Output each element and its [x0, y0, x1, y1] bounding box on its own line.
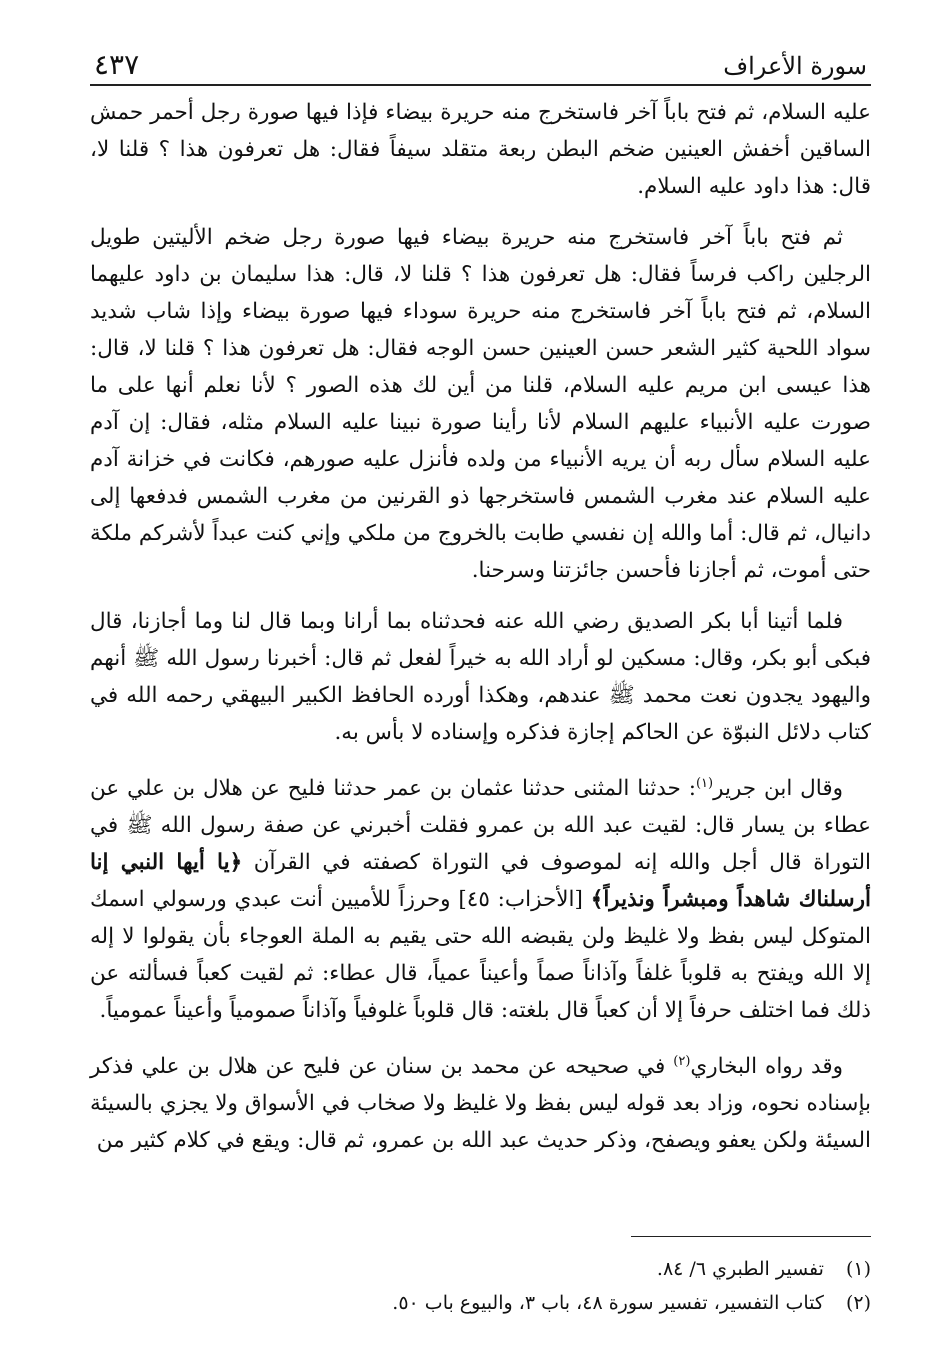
footnotes — [90, 1252, 871, 1320]
footnote-mark-2: (٢) — [673, 1054, 691, 1070]
footnote-text: تفسير الطبري ٦/ ٨٤. — [656, 1258, 824, 1280]
paragraph-4-text: وقال ابن جرير — [713, 776, 843, 802]
footnote-2 — [90, 1286, 871, 1320]
page-number: ٤٣٧ — [94, 48, 140, 81]
paragraph-2: ثم فتح باباً آخر فاستخرج منه حريرة بيضاء فيها صورة رجل ضخم الأليتين طويل الرجلين راكب فرساً فقال: هل تعرفون هذا ؟ قلنا لا، قال: هذا سليمان بن داود عليهما السلام، ثم فتح باباً آخر فاستخرج منه حريرة سوداء فيها صورة بيضاء وإذا شاب شديد سواد اللحية كثير الشعر حسن العينين حسن الوجه فقال: هل تعرفون هذا ؟ قلنا لا، قال: هذا عيسى ابن مريم عليه السلام، قلنا من أين لك هذه الصور ؟ لأنا نعلم أنها على ما صورت عليه الأنبياء عليهم السلام لأنا رأينا صورة نبينا عليه السلام مثله، فقال: إن آدم عليه السلام سأل ربه أن يريه الأنبياء من ولده فأنزل عليه صورهم، فكانت في خزانة آدم عليه السلام عند مغرب الشمس فاستخرجها ذو القرنين من مغرب الشمس فدفعها إلى دانيال، ثم قال: أما والله إن نفسي طابت بالخروج من ملكي وإني كنت عبداً لأشركم ملكة حتى أموت، ثم أجازنا فأحسن جائزتنا وسرحنا. — [90, 225, 871, 583]
footnote-1 — [90, 1252, 871, 1286]
paragraph-1: عليه السلام، ثم فتح باباً آخر فاستخرج منه حريرة بيضاء فإذا فيها صورة رجل أحمر حمش الساقين أخفش العينين ضخم البطن ربعة متقلد سيفاً فقال: هل تعرفون هذا ؟ قلنا لا، قال: هذا داود عليه السلام. — [90, 100, 871, 199]
footnote-divider — [631, 1236, 871, 1237]
paragraph-3: فلما أتينا أبا بكر الصديق رضي الله عنه فحدثناه بما أرانا وبما قال لنا وما أجازنا، قال فبكى أبو بكر، وقال: مسكين لو أراد الله به خيراً لفعل ثم قال: أخبرنا رسول الله ﷺ أنهم واليهود يجدون نعت محمد ﷺ عندهم، وهكذا أورده الحافظ الكبير البيهقي رحمه الله في كتاب دلائل النبوّة عن الحاكم إجازة فذكره وإسناده لا بأس به. — [90, 609, 871, 745]
paragraph-5-text: وقد رواه البخاري — [690, 1054, 843, 1080]
paragraph-4 — [90, 765, 871, 1029]
paragraph-4-text-end: [الأحزاب: ٤٥] وحرزاً للأميين أنت عبدي ورسولي اسمك المتوكل ليس بفظ ولا غليظ ولن يقبضه الله حتى يقيم به الملة العوجاء بأن يقولوا لا إله إلا الله ويفتح به قلوباً غلفاً وآذاناً صماً وأعيناً عمياً، قال عطاء: ثم لقيت كعباً فسألته عن ذلك فما اختلف حرفاً إلا أن كعباً قال بلغته: قال قلوباً غلوفياً وآذاناً صمومياً وأعيناً عمومياً. — [90, 887, 871, 1024]
main-text — [90, 94, 871, 1173]
paragraph-5-text-cont: في صحيحه عن محمد بن سنان عن فليح عن هلال بن علي فذكر بإسناده نحوه، وزاد بعد قوله ليس بفظ ولا غليظ ولا صخاب في الأسواق ولا يجزي بالسيئة السيئة ولكن يعفو ويصفح، وذكر حديث عبد الله بن عمرو، ثم قال: ويقع في كلام كثير من — [90, 1054, 871, 1154]
footnote-number: (٢) — [845, 1292, 871, 1314]
footnote-text: كتاب التفسير، تفسير سورة ٤٨، باب ٣، والبيوع باب ٥٠. — [392, 1292, 824, 1314]
paragraph-4-text-cont: : حدثنا المثنى حدثنا عثمان بن عمر حدثنا فليح عن هلال بن علي عن عطاء بن يسار قال: لقيت عبد الله بن عمرو فقلت أخبرني عن صفة رسول الله ﷺ في التوراة قال أجل والله إنه لموصوف في التوراة كصفته في القرآن — [90, 776, 871, 876]
page-header — [90, 46, 871, 86]
quran-verse: ﴿يا أيها النبي إنا أرسلناك شاهداً ومبشراً ونذيراً﴾ — [90, 850, 871, 913]
chapter-title: سورة الأعراف — [723, 52, 867, 80]
footnote-mark-1: (١) — [695, 776, 714, 791]
paragraph-5 — [90, 1043, 871, 1159]
footnote-number: (١) — [845, 1258, 871, 1280]
